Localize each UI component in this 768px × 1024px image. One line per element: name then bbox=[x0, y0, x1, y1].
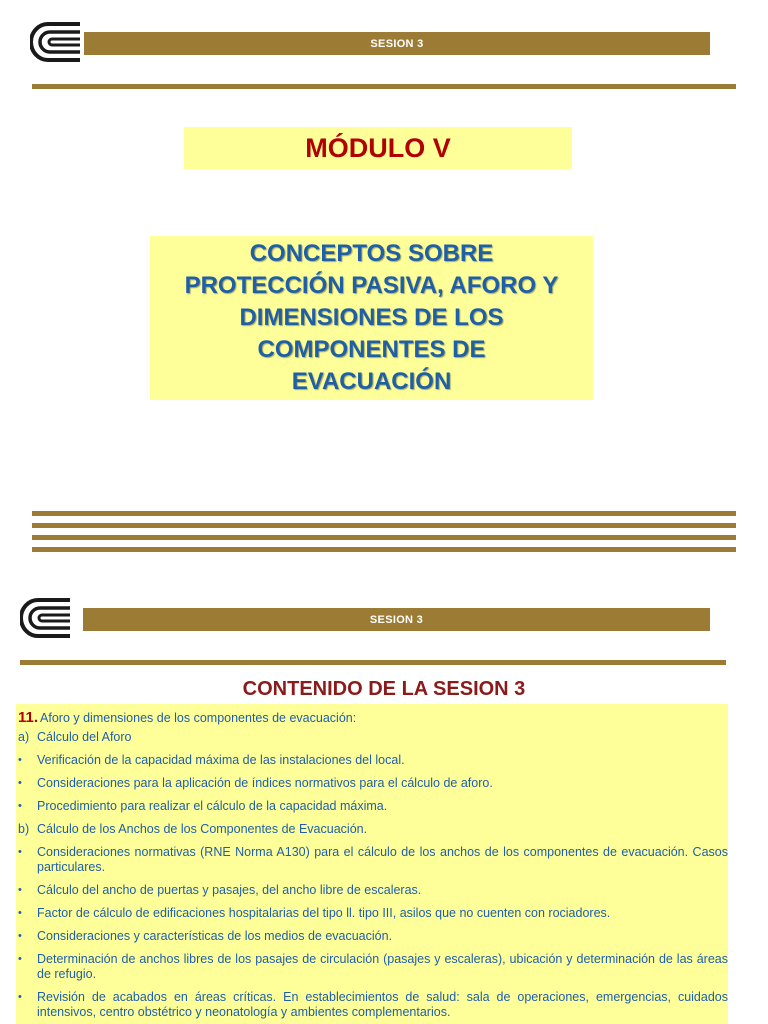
list-item bbox=[18, 845, 728, 875]
footer-stripe bbox=[32, 523, 736, 528]
bullet-icon: • bbox=[18, 777, 22, 789]
list-item bbox=[18, 753, 728, 768]
bullet-icon: • bbox=[18, 754, 22, 766]
concept-line: DIMENSIONES DE LOS bbox=[239, 304, 504, 331]
bullet-icon: • bbox=[18, 884, 22, 896]
concept-line: CONCEPTOS SOBRE bbox=[249, 240, 494, 267]
bullet-icon: • bbox=[18, 907, 22, 919]
session-banner: SESION 3 bbox=[83, 608, 710, 631]
bullet-icon: • bbox=[18, 800, 22, 812]
concept-title-box bbox=[150, 236, 593, 400]
section-number: 11. bbox=[18, 709, 39, 726]
header-divider bbox=[32, 84, 736, 89]
module-title: MÓDULO V bbox=[184, 127, 572, 169]
bullet-icon: • bbox=[18, 930, 22, 942]
list-item bbox=[18, 822, 728, 837]
list-item bbox=[18, 990, 728, 1020]
list-item bbox=[18, 883, 728, 898]
bullet-icon: • bbox=[18, 991, 22, 1003]
concept-line: EVACUACIÓN bbox=[291, 368, 452, 395]
list-item-text: Cálculo de los Anchos de los Componentes de Evacuación. bbox=[37, 822, 368, 836]
list-item bbox=[18, 730, 728, 745]
list-item-text: Consideraciones para la aplicación de índices normativos para el cálculo de aforo. bbox=[37, 776, 493, 790]
list-marker: a) bbox=[18, 730, 30, 744]
bullet-icon: • bbox=[18, 846, 22, 858]
list-item-text: Revisión de acabados en áreas críticas. En establecimientos de salud: sala de operaciones, emergencias, cuidados intensivos, centro obstétrico y neonatología y ambientes complementarios. bbox=[37, 990, 728, 1019]
list-item-text: Factor de cálculo de edificaciones hospitalarias del tipo ll. tipo III, asilos que no cuenten con rociadores. bbox=[37, 906, 611, 920]
institution-logo-icon bbox=[30, 22, 82, 62]
institution-logo-icon bbox=[20, 598, 72, 638]
footer-stripe bbox=[32, 547, 736, 552]
footer-stripe bbox=[32, 535, 736, 540]
list-item-text: Consideraciones y características de los medios de evacuación. bbox=[37, 929, 393, 943]
list-item bbox=[18, 799, 728, 814]
list-item-text: Procedimiento para realizar el cálculo de la capacidad máxima. bbox=[37, 799, 388, 813]
list-item-text: Cálculo del ancho de puertas y pasajes, del ancho libre de escaleras. bbox=[37, 883, 422, 897]
list-item bbox=[18, 906, 728, 921]
list-item bbox=[18, 952, 728, 982]
footer-stripe bbox=[32, 511, 736, 516]
content-list bbox=[16, 704, 728, 1024]
list-item-text: Cálculo del Aforo bbox=[37, 730, 132, 744]
header-divider bbox=[20, 660, 726, 665]
session-banner: SESION 3 bbox=[84, 32, 710, 55]
list-marker: b) bbox=[18, 822, 30, 836]
intro-line bbox=[18, 710, 728, 726]
concept-line: PROTECCIÓN PASIVA, AFORO Y bbox=[184, 272, 559, 299]
list-item bbox=[18, 776, 728, 791]
list-item bbox=[18, 929, 728, 944]
content-title: CONTENIDO DE LA SESION 3 bbox=[242, 678, 526, 700]
list-item-text: Consideraciones normativas (RNE Norma A130) para el cálculo de los anchos de los componentes de evacuación. Casos particulares. bbox=[37, 845, 728, 874]
list-item-text: Verificación de la capacidad máxima de las instalaciones del local. bbox=[37, 753, 405, 767]
list-item-text: Determinación de anchos libres de los pasajes de circulación (pasajes y escaleras), ubicación y determinación de las áreas de refugio. bbox=[37, 952, 728, 981]
concept-line: COMPONENTES DE bbox=[257, 336, 486, 363]
intro-text: Aforo y dimensiones de los componentes de evacuación: bbox=[40, 711, 357, 725]
bullet-icon: • bbox=[18, 953, 22, 965]
